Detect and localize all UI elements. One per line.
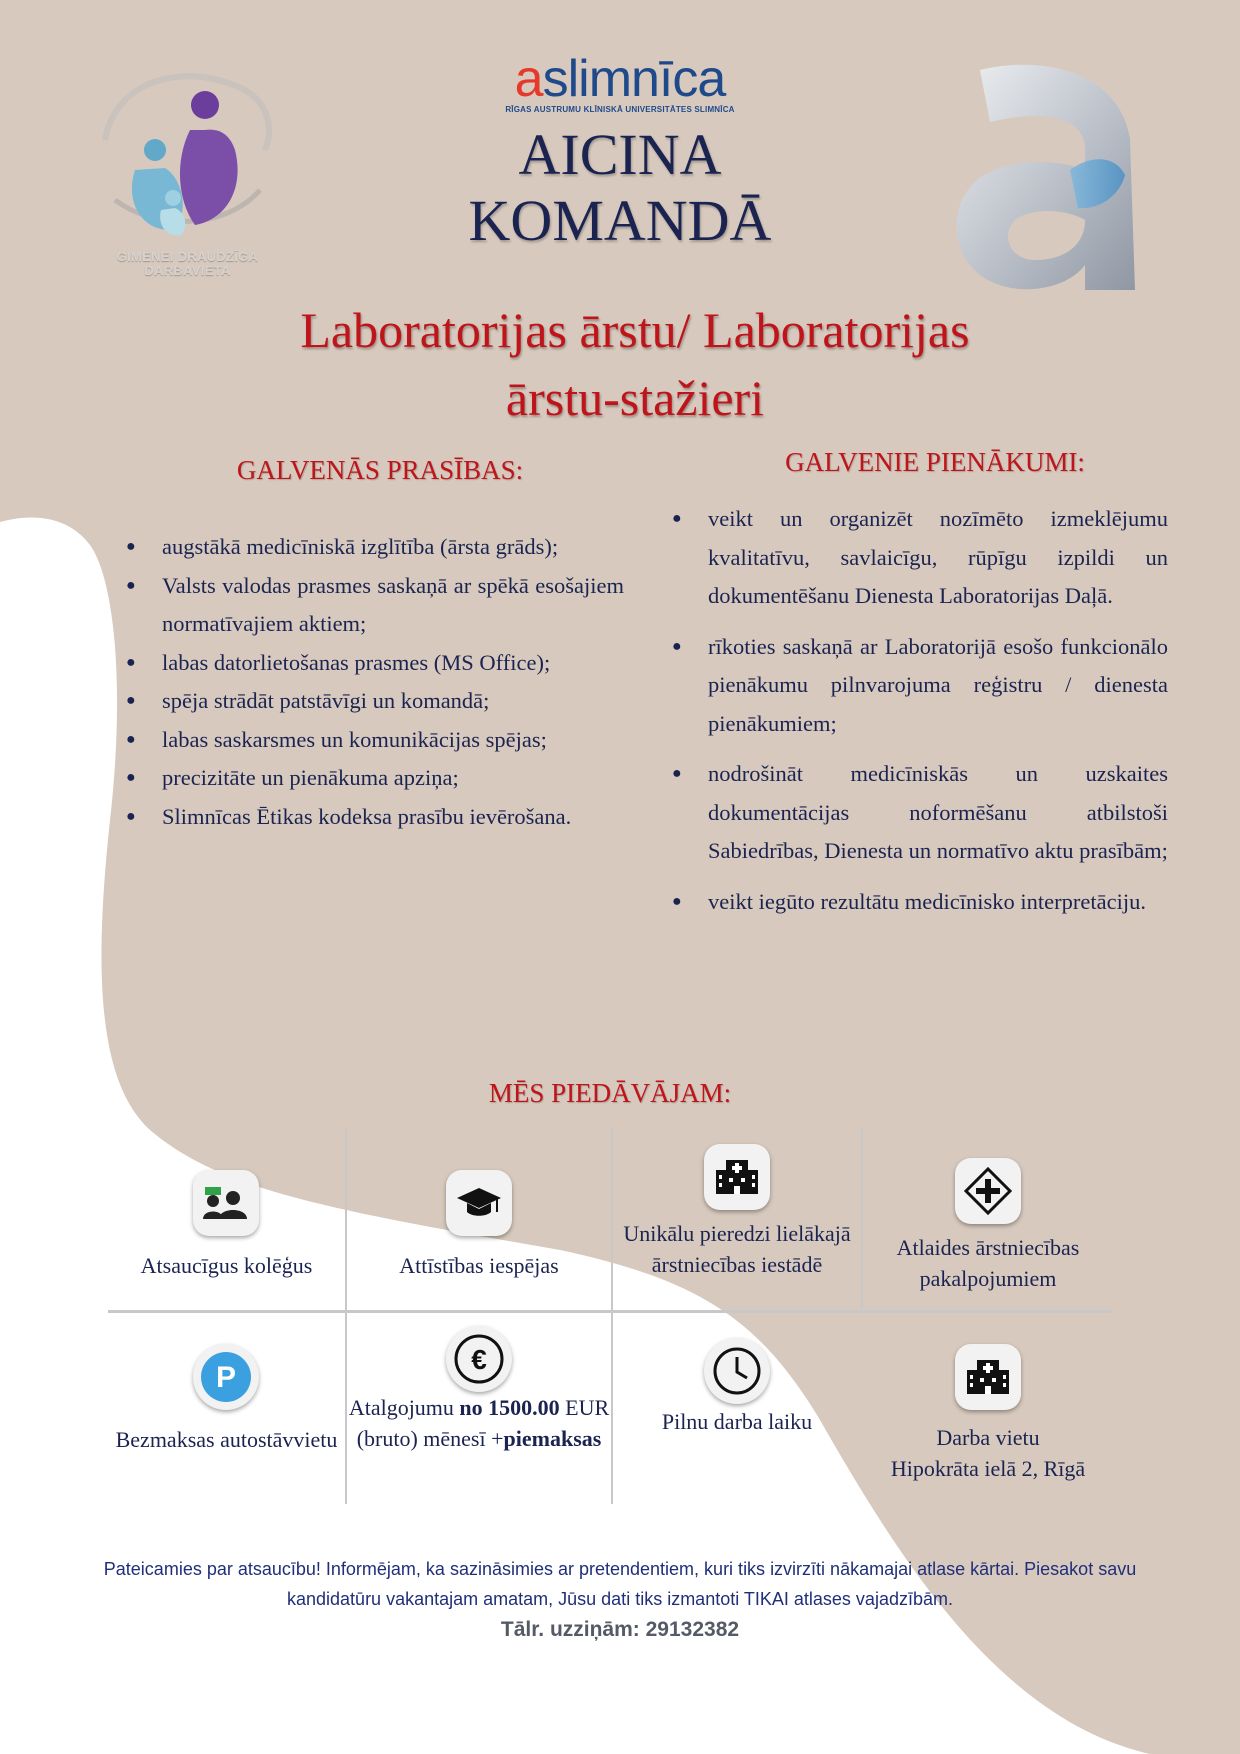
headline — [300, 122, 940, 254]
svg-text:P: P — [215, 1361, 237, 1394]
duties-heading: GALVENIE PIENĀKUMI: — [785, 447, 1085, 477]
family-logo-text: GIMENEI DRAUDZĪGA DARBAVIETA — [116, 249, 259, 278]
job-title-line-2: ārstu-stažieri — [505, 370, 765, 426]
offer-item — [347, 1314, 611, 1504]
list-item: ● rīkoties saskaņā ar Laboratorijā esošo funkcionālo pienākumu pilnvarojuma reģistru / dienesta pienākumiem; — [672, 633, 1168, 736]
brand-word: slimnīca — [542, 50, 726, 108]
brand-subtitle: RĪGAS AUSTRUMU KLĪNISKĀ UNIVERSITĀTES SLIMNĪCA — [505, 105, 735, 114]
footer-note: Pateicamies par atsaucību! Informējam, ka sazināsimies ar pretendentiem, kuri tiks izvirzīti nākamajai atlase kārtai. Piesakot savu kandidatūru vakantajam amatam, Jūsu dati tiks izmantoti TIKAI atlases vajadzībām. — [103, 1559, 1137, 1609]
hospital-icon — [955, 1344, 1021, 1410]
offer-item — [613, 1314, 861, 1504]
list-item: ● veikt un organizēt nozīmēto izmeklējumu kvalitatīvu, savlaicīgu, rūpīgu izpildi un dokumentēšanu Dienesta Laboratorijas Daļā. — [672, 506, 1168, 608]
requirements-list — [124, 528, 624, 836]
brand-name — [500, 50, 740, 108]
offer-item — [613, 1128, 861, 1308]
list-item: ● Valsts valodas prasmes saskaņā ar spēkā esošajiem normatīvajiem aktiem; — [126, 572, 624, 636]
decorative-letter-a-image — [950, 60, 1150, 300]
headline-line-2: KOMANDĀ — [468, 188, 772, 253]
requirements-heading: GALVENĀS PRASĪBAS: — [236, 455, 524, 485]
parking-icon — [193, 1344, 259, 1410]
list-item: ● veikt iegūto rezultātu medicīnisko interpretāciju. — [672, 888, 1146, 914]
team-icon — [193, 1170, 259, 1236]
offer-label: Attīstības iespējas — [399, 1253, 559, 1278]
offer-item — [108, 1128, 345, 1308]
clock-icon — [704, 1338, 770, 1404]
offer-label: Darba vietu Hipokrāta ielā 2, Rīgā — [890, 1425, 1086, 1481]
offer-item — [863, 1128, 1113, 1308]
list-item: ● labas datorlietošanas prasmes (MS Office); — [126, 649, 551, 675]
contact-phone: Tālr. uzziņām: 29132382 — [500, 1618, 740, 1641]
offer-label: Atsaucīgus kolēģus — [140, 1253, 313, 1278]
list-item: ● spēja strādāt patstāvīgi un komandā; — [126, 688, 490, 713]
headline-line-1: AICINA — [518, 122, 722, 187]
list-item: ● Slimnīcas Ētikas kodeksa prasību ievērošana. — [126, 803, 572, 829]
hospital-icon — [704, 1144, 770, 1210]
job-title — [150, 296, 1120, 432]
euro-icon — [446, 1326, 512, 1392]
offer-label: Atalgojumu no 1500.00 EUR (bruto) mēnesī +piemaksas — [348, 1395, 610, 1451]
graduation-cap-icon — [446, 1170, 512, 1236]
family-friendly-logo — [95, 50, 280, 295]
offer-item — [347, 1128, 611, 1308]
job-title-line-1: Laboratorijas ārstu/ Laboratorijas — [300, 302, 970, 358]
svg-text:€: € — [471, 1344, 487, 1375]
offer-label: Pilnu darba laiku — [661, 1409, 813, 1434]
offer-label: Atlaides ārstniecības pakalpojumiem — [896, 1235, 1080, 1291]
duties-list — [670, 500, 1168, 933]
list-item: ● precizitāte un pienākuma apziņa; — [126, 765, 459, 790]
brand-prefix: a — [514, 50, 543, 108]
offer-item — [863, 1314, 1113, 1504]
hospital-brand-logo — [500, 50, 740, 114]
offer-label: Bezmaksas autostāvvietu — [115, 1427, 338, 1452]
list-item: ● labas saskarsmes un komunikācijas spējas; — [126, 726, 547, 752]
offer-heading: MĒS PIEDĀVĀJAM: — [488, 1078, 732, 1108]
offer-grid — [108, 1128, 1113, 1504]
offer-item — [108, 1314, 345, 1504]
offer-label: Unikālu pieredzi lielākajā ārstniecības iestādē — [623, 1221, 851, 1277]
list-item: ● nodrošināt medicīniskās un uzskaites dokumentācijas noformēšanu atbilstoši Sabiedrības, Dienesta un normatīvo aktu prasībām; — [672, 761, 1168, 863]
grid-divider — [108, 1310, 1113, 1313]
medical-cross-icon — [955, 1158, 1021, 1224]
list-item: ● augstākā medicīniskā izglītība (ārsta grāds); — [126, 534, 559, 559]
